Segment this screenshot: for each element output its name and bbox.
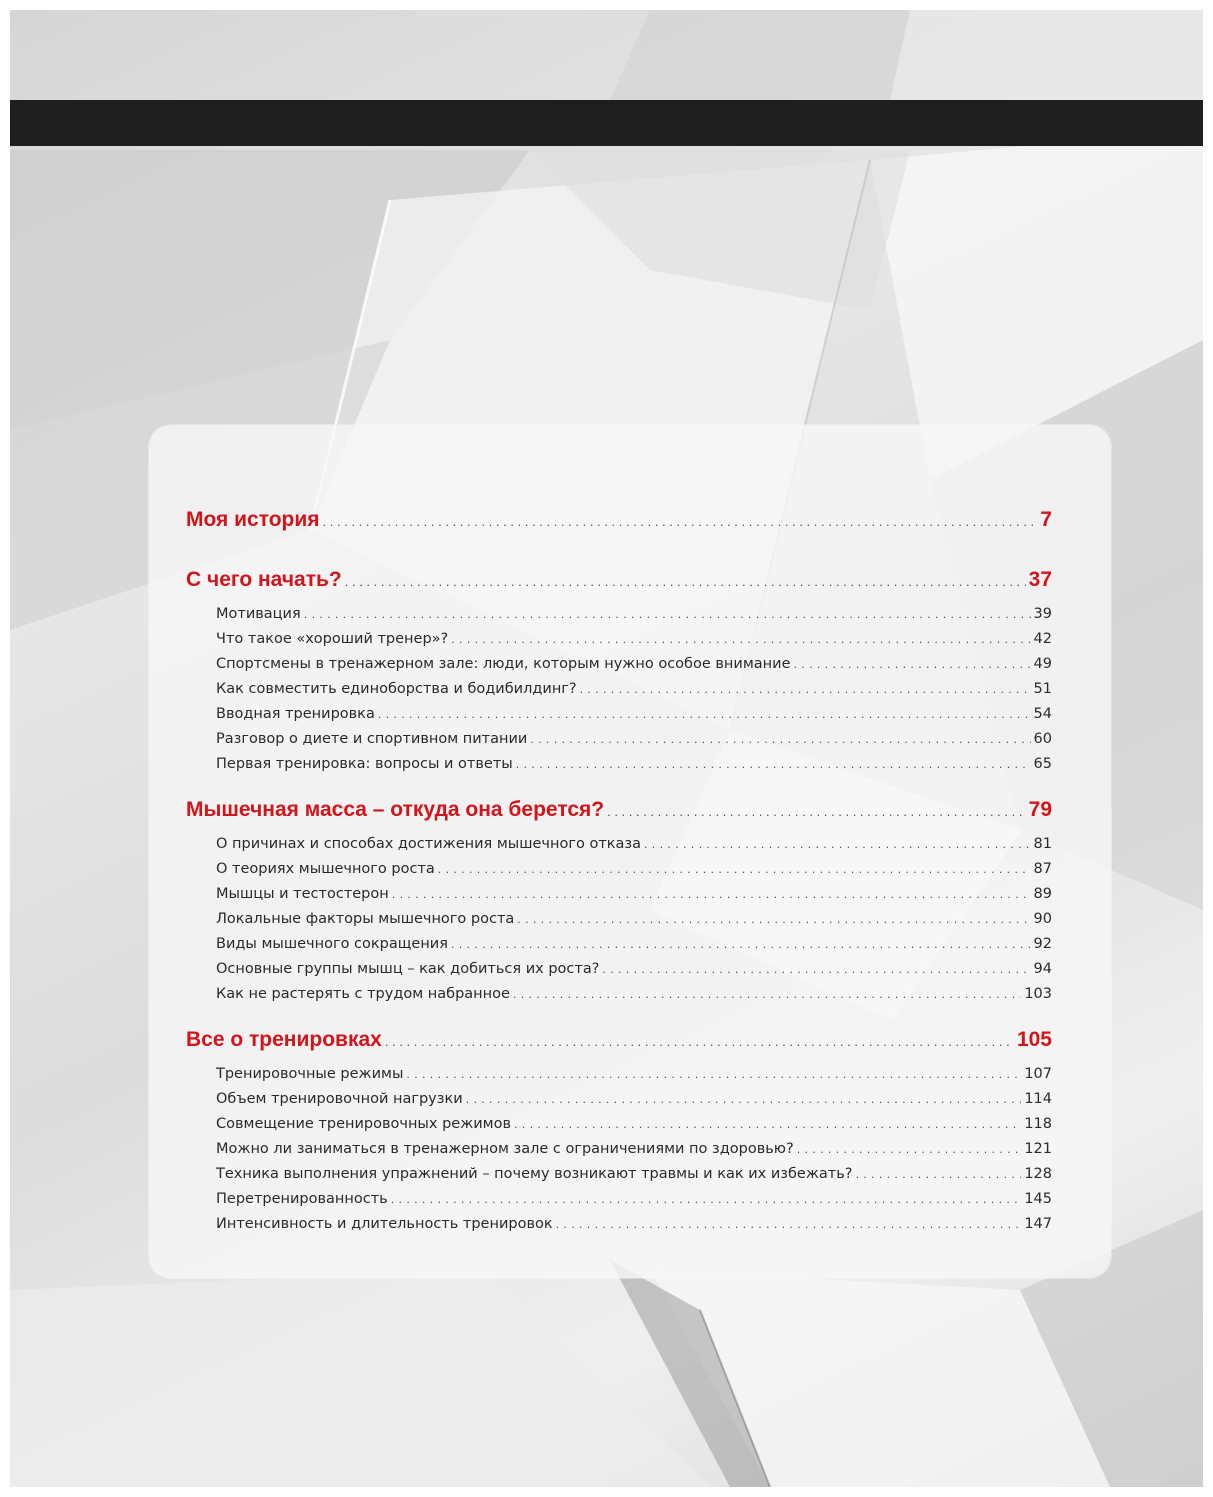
- dot-leader: [345, 574, 1026, 589]
- toc-item[interactable]: [216, 911, 1052, 936]
- item-page-number: 87: [1033, 861, 1052, 877]
- toc-item[interactable]: [216, 861, 1052, 886]
- item-page-number: 128: [1024, 1166, 1052, 1182]
- dot-leader: [451, 938, 1031, 951]
- dot-leader: [385, 1034, 1014, 1049]
- chapter-page-number: 105: [1016, 1028, 1052, 1051]
- toc-item[interactable]: [216, 986, 1052, 1011]
- toc-chapter-section: [186, 798, 1052, 1011]
- item-title: Мотивация: [216, 606, 301, 622]
- dot-leader: [323, 514, 1038, 529]
- item-title: Вводная тренировка: [216, 706, 375, 722]
- item-title: Совмещение тренировочных режимов: [216, 1116, 512, 1132]
- dot-leader: [644, 838, 1031, 851]
- chapter-title: С чего начать?: [186, 568, 342, 591]
- toc-item[interactable]: [216, 1066, 1052, 1091]
- toc-chapter-entry[interactable]: [186, 568, 1052, 598]
- item-page-number: 107: [1024, 1066, 1052, 1082]
- toc-item[interactable]: [216, 936, 1052, 961]
- chapter-title: Мышечная масса – откуда она берется?: [186, 798, 605, 821]
- header-black-bar: [10, 100, 1203, 146]
- item-page-number: 89: [1033, 886, 1052, 902]
- toc-item[interactable]: [216, 836, 1052, 861]
- dot-leader: [556, 1218, 1022, 1231]
- dot-leader: [438, 863, 1031, 876]
- item-title: Что такое «хороший тренер»?: [216, 631, 449, 647]
- item-page-number: 114: [1024, 1091, 1052, 1107]
- dot-leader: [794, 658, 1031, 671]
- dot-leader: [378, 708, 1031, 721]
- item-title: Объем тренировочной нагрузки: [216, 1091, 463, 1107]
- toc-subitems: [186, 606, 1052, 781]
- item-page-number: 118: [1024, 1116, 1052, 1132]
- table-of-contents-panel: [149, 425, 1111, 1278]
- dot-leader: [513, 988, 1021, 1001]
- item-page-number: 92: [1033, 936, 1052, 952]
- item-page-number: 39: [1033, 606, 1052, 622]
- toc-chapter-section: [186, 508, 1052, 538]
- dot-leader: [304, 608, 1031, 621]
- item-title: Можно ли заниматься в тренажерном зале с ограничениями по здоровью?: [216, 1141, 794, 1157]
- dot-leader: [466, 1093, 1022, 1106]
- toc-item[interactable]: [216, 656, 1052, 681]
- toc-item[interactable]: [216, 1216, 1052, 1241]
- item-page-number: 65: [1033, 756, 1052, 772]
- toc-item[interactable]: [216, 631, 1052, 656]
- item-page-number: 103: [1024, 986, 1052, 1002]
- item-page-number: 147: [1024, 1216, 1052, 1232]
- dot-leader: [530, 733, 1030, 746]
- item-title: Спортсмены в тренажерном зале: люди, которым нужно особое внимание: [216, 656, 791, 672]
- toc-chapter-section: [186, 568, 1052, 781]
- dot-leader: [514, 1118, 1021, 1131]
- toc-item[interactable]: [216, 961, 1052, 986]
- dot-leader: [607, 804, 1026, 819]
- item-title: Виды мышечного сокращения: [216, 936, 448, 952]
- toc-item[interactable]: [216, 1141, 1052, 1166]
- dot-leader: [855, 1168, 1021, 1181]
- item-title: Мышцы и тестостерон: [216, 886, 389, 902]
- item-title: Перетренированность: [216, 1191, 388, 1207]
- item-title: О теориях мышечного роста: [216, 861, 435, 877]
- toc-chapter-entry[interactable]: [186, 508, 1052, 538]
- toc-item[interactable]: [216, 606, 1052, 631]
- chapter-title: Моя история: [186, 508, 320, 531]
- item-page-number: 81: [1033, 836, 1052, 852]
- dot-leader: [391, 1193, 1022, 1206]
- item-title: Интенсивность и длительность тренировок: [216, 1216, 553, 1232]
- item-page-number: 90: [1033, 911, 1052, 927]
- item-page-number: 42: [1033, 631, 1052, 647]
- item-title: Как не растерять с трудом набранное: [216, 986, 510, 1002]
- toc-item[interactable]: [216, 681, 1052, 706]
- dot-leader: [406, 1068, 1021, 1081]
- dot-leader: [517, 913, 1030, 926]
- item-title: Разговор о диете и спортивном питании: [216, 731, 528, 747]
- item-title: Тренировочные режимы: [216, 1066, 404, 1082]
- chapter-title: Все о тренировках: [186, 1028, 382, 1051]
- dot-leader: [451, 633, 1030, 646]
- toc-item[interactable]: [216, 886, 1052, 911]
- item-title: Основные группы мышц – как добиться их роста?: [216, 961, 600, 977]
- dot-leader: [392, 888, 1031, 901]
- item-title: Локальные факторы мышечного роста: [216, 911, 515, 927]
- item-page-number: 54: [1033, 706, 1052, 722]
- item-page-number: 51: [1033, 681, 1052, 697]
- toc-item[interactable]: [216, 706, 1052, 731]
- toc-chapter-section: [186, 1028, 1052, 1241]
- toc-subitems: [186, 1066, 1052, 1241]
- item-title: Как совместить единоборства и бодибилдинг?: [216, 681, 577, 697]
- item-title: Первая тренировка: вопросы и ответы: [216, 756, 513, 772]
- chapter-page-number: 7: [1040, 508, 1052, 531]
- chapter-page-number: 37: [1028, 568, 1052, 591]
- dot-leader: [797, 1143, 1022, 1156]
- item-page-number: 60: [1033, 731, 1052, 747]
- toc-chapter-entry[interactable]: [186, 1028, 1052, 1058]
- toc-subitems: [186, 836, 1052, 1011]
- toc-item[interactable]: [216, 1191, 1052, 1216]
- item-title: Техника выполнения упражнений – почему возникают травмы и как их избежать?: [216, 1166, 853, 1182]
- item-page-number: 94: [1033, 961, 1052, 977]
- item-title: О причинах и способах достижения мышечного отказа: [216, 836, 642, 852]
- toc-chapter-entry[interactable]: [186, 798, 1052, 828]
- dot-leader: [580, 683, 1031, 696]
- item-page-number: 121: [1024, 1141, 1052, 1157]
- dot-leader: [602, 963, 1030, 976]
- toc-item[interactable]: [216, 1166, 1052, 1191]
- toc-item[interactable]: [216, 1116, 1052, 1141]
- item-page-number: 49: [1033, 656, 1052, 672]
- chapter-page-number: 79: [1028, 798, 1052, 821]
- book-page: [10, 10, 1203, 1487]
- toc-item[interactable]: [216, 1091, 1052, 1116]
- dot-leader: [516, 758, 1031, 771]
- toc-item[interactable]: [216, 731, 1052, 756]
- toc-item[interactable]: [216, 756, 1052, 781]
- item-page-number: 145: [1024, 1191, 1052, 1207]
